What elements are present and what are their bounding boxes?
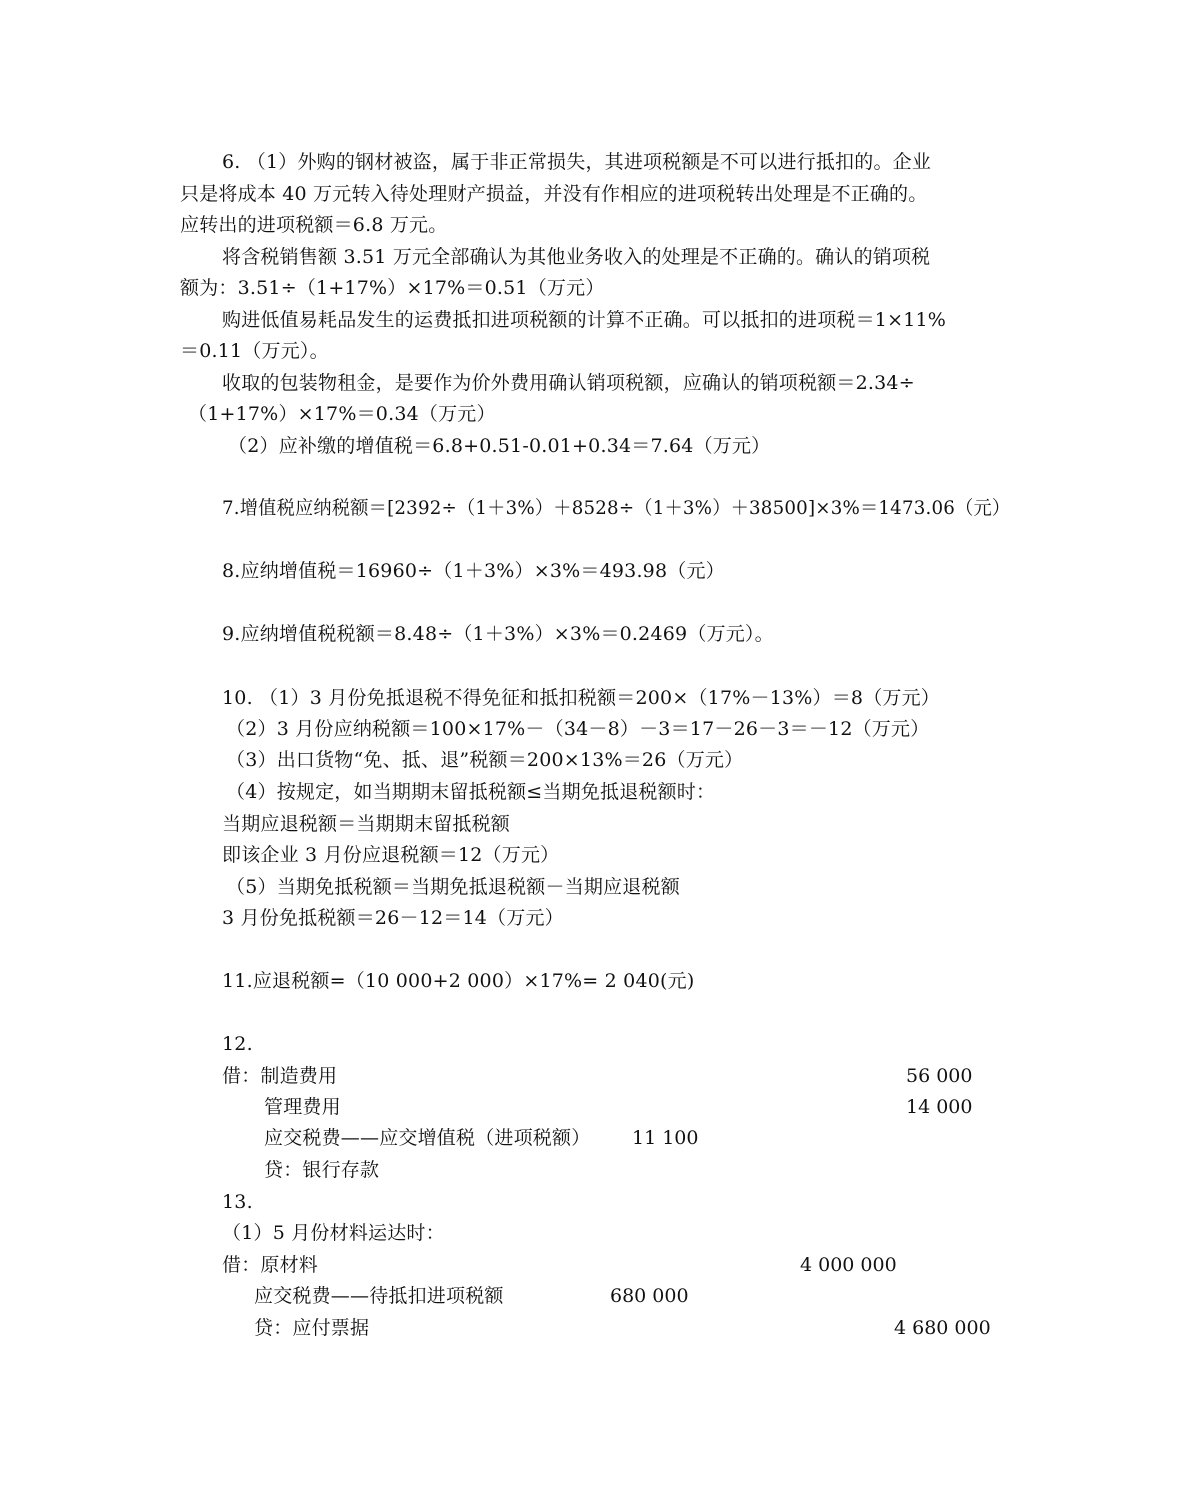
q6-line-3: 应转出的进项税额＝6.8 万元。 bbox=[180, 214, 448, 236]
q13-vat-amount: 680 000 bbox=[610, 1285, 689, 1307]
q8-line: 8.应纳增值税＝16960÷（1＋3%）×3%＝493.98（元） bbox=[222, 560, 725, 582]
q6-line-1: 6. （1）外购的钢材被盗，属于非正常损失，其进项税额是不可以进行抵扣的。企业 bbox=[222, 151, 932, 173]
q12-debit-label: 借：制造费用 bbox=[222, 1065, 338, 1087]
q10-line-3: （3）出口货物“免、抵、退”税额＝200×13%＝26（万元） bbox=[226, 749, 744, 771]
q12-admin-amount: 14 000 bbox=[906, 1096, 973, 1118]
q12-vat-label: 应交税费——应交增值税（进项税额） bbox=[264, 1127, 591, 1149]
q10-line-7: （5）当期免抵税额＝当期免抵退税额－当期应退税额 bbox=[226, 876, 680, 898]
q6-line-4: 将含税销售额 3.51 万元全部确认为其他业务收入的处理是不正确的。确认的销项税 bbox=[222, 246, 931, 268]
q12-debit-amount: 56 000 bbox=[906, 1065, 973, 1087]
q10-line-6: 即该企业 3 月份应退税额＝12（万元） bbox=[222, 844, 560, 866]
q12-credit-label: 贷：银行存款 bbox=[264, 1159, 380, 1181]
q13-credit-amount: 4 680 000 bbox=[894, 1317, 991, 1339]
q13-debit-label: 借：原材料 bbox=[222, 1254, 319, 1276]
q6-line-10: （2）应补缴的增值税＝6.8+0.51-0.01+0.34＝7.64（万元） bbox=[228, 435, 771, 457]
q13-number: 13. bbox=[222, 1191, 253, 1213]
q6-line-5: 额为：3.51÷（1+17%）×17%＝0.51（万元） bbox=[180, 277, 605, 299]
q9-line: 9.应纳增值税税额＝8.48÷（1＋3%）×3%＝0.2469（万元）。 bbox=[222, 623, 774, 645]
q12-admin-label: 管理费用 bbox=[264, 1096, 341, 1118]
q7-line: 7.增值税应纳税额＝[2392÷（1＋3%）＋8528÷（1＋3%）＋38500]×3%＝1473.06（元） bbox=[222, 497, 1011, 519]
q6-line-6: 购进低值易耗品发生的运费抵扣进项税额的计算不正确。可以抵扣的进项税＝1×11% bbox=[222, 309, 947, 331]
q13-credit-label: 贷：应付票据 bbox=[254, 1317, 370, 1339]
q6-line-9: （1+17%）×17%＝0.34（万元） bbox=[188, 403, 496, 425]
q10-line-2: （2）3 月份应纳税额＝100×17%－（34－8）－3＝17－26－3＝－12（万元） bbox=[226, 718, 930, 740]
q13-sub: （1）5 月份材料运达时： bbox=[222, 1222, 445, 1244]
q13-vat-label: 应交税费——待抵扣进项税额 bbox=[254, 1285, 504, 1307]
q11-line: 11.应退税额=（10 000+2 000）×17%= 2 040(元) bbox=[222, 970, 695, 992]
q10-line-4: （4）按规定，如当期期末留抵税额≤当期免抵退税额时： bbox=[226, 781, 716, 803]
q12-vat-amount: 11 100 bbox=[632, 1127, 699, 1149]
q6-line-7: ＝0.11（万元）。 bbox=[180, 340, 329, 362]
q10-line-8: 3 月份免抵税额＝26－12＝14（万元） bbox=[222, 907, 564, 929]
q10-line-1: 10. （1）3 月份免抵退税不得免征和抵扣税额＝200×（17%－13%）＝8（万元） bbox=[222, 687, 941, 709]
q13-debit-amount: 4 000 000 bbox=[800, 1254, 897, 1276]
q6-line-2: 只是将成本 40 万元转入待处理财产损益，并没有作相应的进项税转出处理是不正确的。 bbox=[180, 183, 928, 205]
q12-number: 12. bbox=[222, 1033, 253, 1055]
q10-line-5: 当期应退税额＝当期期末留抵税额 bbox=[222, 813, 511, 835]
q6-line-8: 收取的包装物租金，是要作为价外费用确认销项税额，应确认的销项税额＝2.34÷ bbox=[222, 372, 915, 394]
